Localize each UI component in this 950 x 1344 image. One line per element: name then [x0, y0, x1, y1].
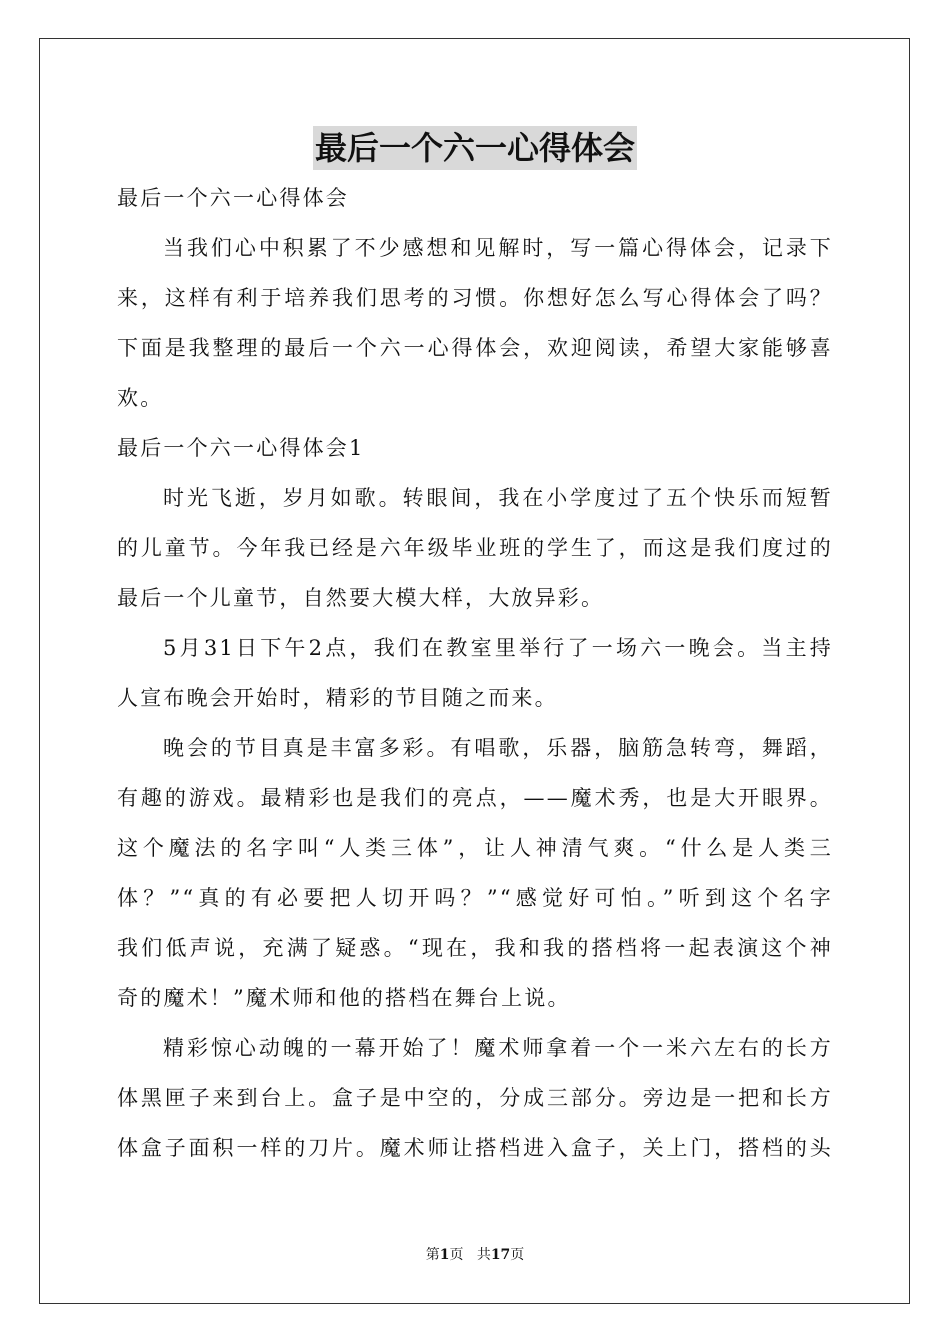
page-prefix: 第	[425, 1247, 440, 1263]
page-footer	[0, 1245, 950, 1265]
text-line: 最后一个六一心得体会1	[117, 436, 365, 460]
text-line: 奇的魔术！”魔术师和他的搭档在舞台上说。	[117, 986, 571, 1010]
text-line: 精彩惊心动魄的一幕开始了！魔术师拿着一个一米六左右的长方	[163, 1036, 833, 1060]
page-number: 1	[439, 1247, 450, 1263]
text-line: 体盒子面积一样的刀片。魔术师让搭档进入盒子，关上门，搭档的头	[117, 1136, 833, 1160]
text-line: 当我们心中积累了不少感想和见解时，写一篇心得体会，记录下	[163, 236, 833, 260]
text-line: 来，这样有利于培养我们思考的习惯。你想好怎么写心得体会了吗？	[117, 286, 833, 310]
text-line: 下面是我整理的最后一个六一心得体会，欢迎阅读，希望大家能够喜	[117, 336, 833, 360]
text-line: 体？”“真的有必要把人切开吗？”“感觉好可怕。”听到这个名字	[117, 886, 833, 910]
text-line: 我们低声说，充满了疑惑。“现在，我和我的搭档将一起表演这个神	[117, 936, 833, 960]
text-line: 体黑匣子来到台上。盒子是中空的，分成三部分。旁边是一把和长方	[117, 1086, 833, 1110]
document-title: 最后一个六一心得体会	[313, 126, 637, 170]
total-pages: 17	[490, 1247, 511, 1263]
text-line: 最后一个六一心得体会	[117, 186, 349, 210]
text-line: 有趣的游戏。最精彩也是我们的亮点，——魔术秀，也是大开眼界。	[117, 786, 833, 810]
text-line: 晚会的节目真是丰富多彩。有唱歌，乐器，脑筋急转弯，舞蹈，	[163, 736, 833, 760]
title-container	[0, 126, 950, 170]
total-prefix: 共	[476, 1247, 491, 1263]
document-body	[117, 173, 833, 1173]
text-line: 时光飞逝，岁月如歌。转眼间，我在小学度过了五个快乐而短暂	[163, 486, 833, 510]
page-suffix: 页	[449, 1247, 464, 1263]
total-suffix: 页	[510, 1247, 525, 1263]
text-line: 欢。	[117, 386, 164, 410]
text-line: 人宣布晚会开始时，精彩的节目随之而来。	[117, 686, 558, 710]
text-line: 的儿童节。今年我已经是六年级毕业班的学生了，而这是我们度过的	[117, 536, 833, 560]
text-line: 5月31日下午2点，我们在教室里举行了一场六一晚会。当主持	[163, 636, 833, 660]
text-line: 最后一个儿童节，自然要大模大样，大放异彩。	[117, 586, 605, 610]
text-line: 这个魔法的名字叫“人类三体”，让人神清气爽。“什么是人类三	[117, 836, 833, 860]
